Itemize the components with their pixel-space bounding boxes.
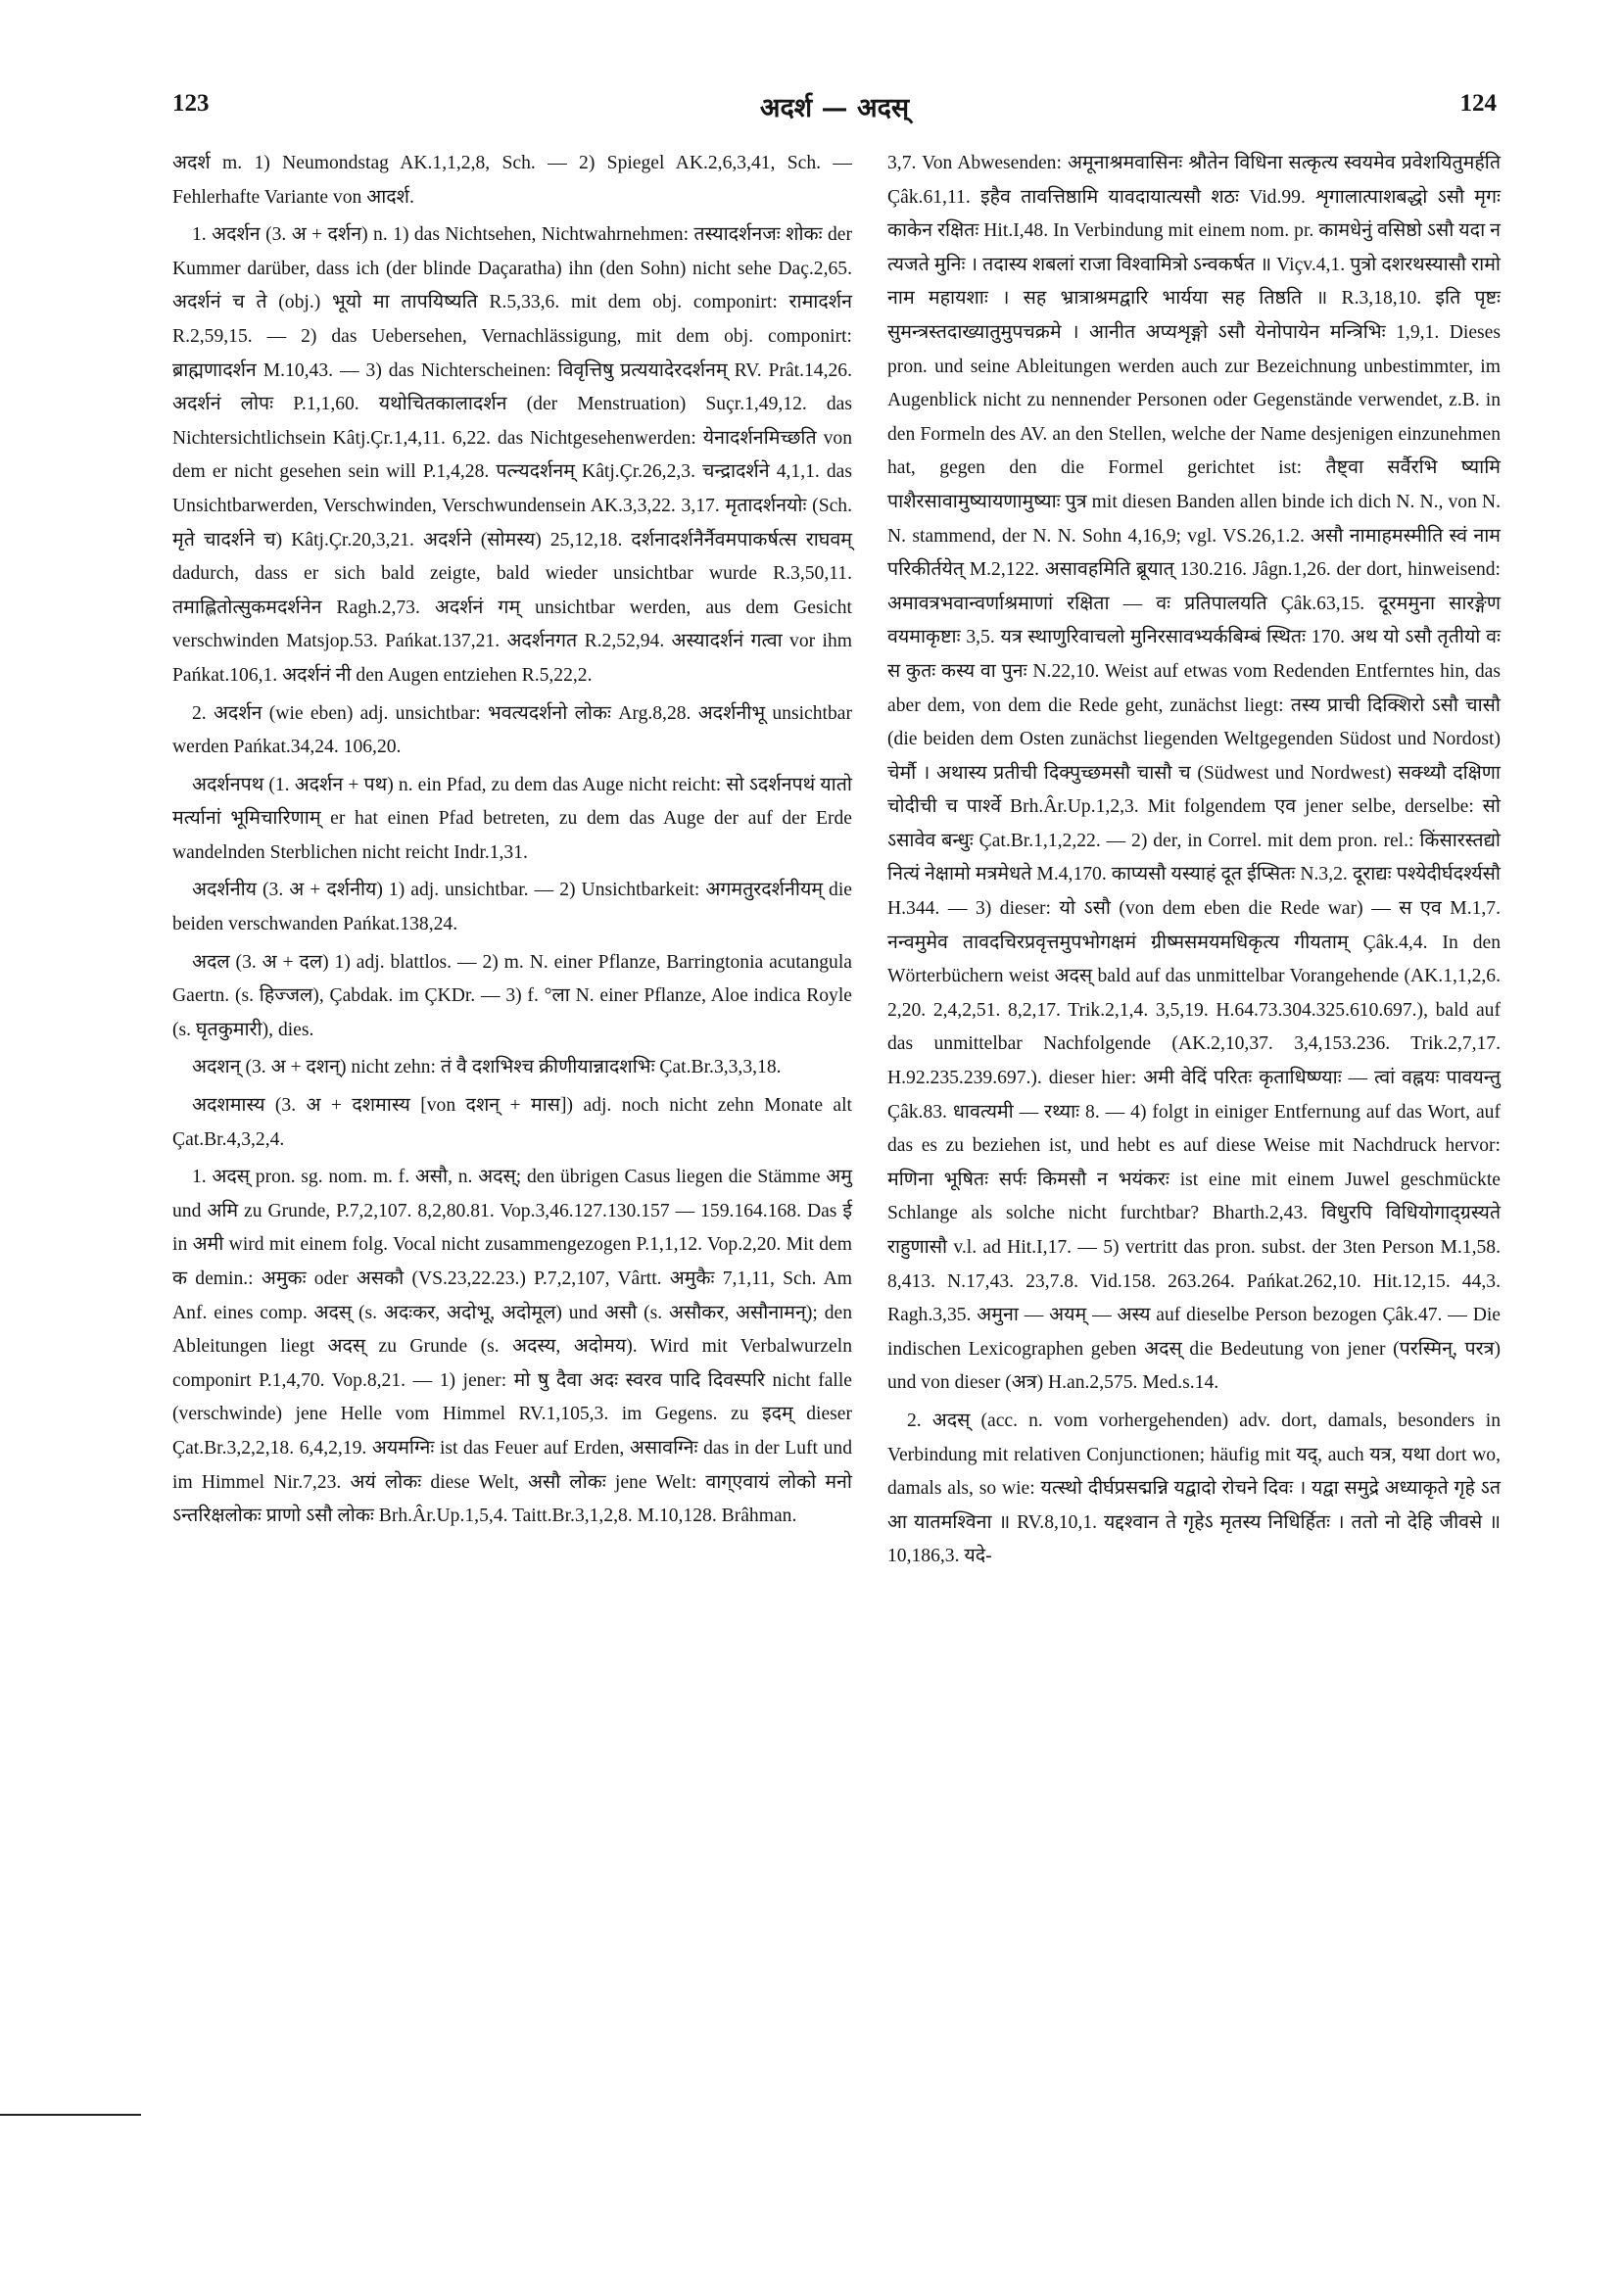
dictionary-entry: अदर्शनपथ (1. अदर्शन + पथ) n. ein Pfad, zu dem das Auge nicht reicht: सो ऽदर्शनपथं यातो मर्त्यानां भूमिचारिणाम् er hat einen Pfad betreten, zu dem das Auge der auf der Erde wandelnden Sterblichen nicht reicht Indr.1,31. — [172, 774, 852, 863]
dictionary-entry: अदर्शनीय (3. अ + दर्शनीय) 1) adj. unsichtbar. — 2) Unsichtbarkeit: अगमतुरदर्शनीयम् die beiden verschwanden Pańkat.138,24. — [172, 880, 852, 935]
dictionary-entry: 1. अदर्शन (3. अ + दर्शन) n. 1) das Nichtsehen, Nichtwahrnehmen: तस्यादर्शनजः शोकः der Kummer darüber, dass ich (der blinde Daçaratha) ihn (den Sohn) nicht sehe Daç.2,65. अदर्शनं च ते (obj.) भूयो मा तापयिष्यति R.5,33,6. mit dem obj. componirt: रामादर्शन R.2,59,15. — 2) das Uebersehen, Vernachlässigung, mit dem obj. componirt: ब्राह्मणादर्शन M.10,43. — 3) das Nichterscheinen: विवृत्तिषु प्रत्ययादेरदर्शनम् RV. Prât.14,26. अदर्शनं लोपः P.1,1,60. यथोचितकालादर्शन (der Menstruation) Suçr.1,49,12. das Nichtersichtlichsein Kâtj.Çr.1,4,11. 6,22. das Nichtgesehenwerden: येनादर्शनमिच्छति von dem er nicht gesehen sein will P.1,4,28. पत्न्यदर्शनम् Kâtj.Çr.26,2,3. चन्द्रादर्शने 4,1,1. das Unsichtbarwerden, Verschwinden, Verschwundensein AK.3,3,22. 3,17. मृतादर्शनयोः (Sch. मृते चादर्शने च) Kâtj.Çr.20,3,21. अदर्शने (सोमस्य) 25,12,18. दर्शनादर्शनैर्नैवमपाकर्षत्स राघवम् dadurch, dass er sich bald zeigte, bald wieder unsichtbar wurde R.3,50,11. तमाह्लितोत्सुकमदर्शनेन Ragh.2,73. अदर्शनं गम् unsichtbar werden, aus dem Gesicht verschwinden Matsjop.53. Pańkat.137,21. अदर्शनगत R.2,52,94. अस्यादर्शनं गत्वा vor ihm Pańkat.106,1. अदर्शनं नी den Augen entziehen R.5,22,2. — [172, 224, 852, 686]
left-column — [172, 147, 852, 1538]
dictionary-entry: अदल (3. अ + दल) 1) adj. blattlos. — 2) m. N. einer Pflanze, Barringtonia acutangula Gaertn. (s. हिज्जल), Çabdak. im ÇKDr. — 3) f. °ला N. einer Pflanze, Aloe indica Royle (s. घृतकुमारी), dies. — [172, 951, 852, 1040]
running-title: अदर्श — अदस् — [759, 93, 910, 123]
dictionary-entry-continued: 3,7. Von Abwesenden: अमूनाश्रमवासिनः श्रौतेन विधिना सत्कृत्य स्वयमेव प्रवेशयितुमर्हति Çâk.61,11. इहैव तावत्तिष्ठामि यावदायात्यसौ शठः Vid.99. शृगालात्पाशबद्धो ऽसौ मृगः काकेन रक्षितः Hit.I,48. In Verbindung mit einem nom. pr. कामधेनुं वसिष्ठो ऽसौ यदा न त्यजते मुनिः । तदास्य शबलां राजा विश्वामित्रो ऽन्वकर्षत ॥ Viçv.4,1. पुत्रो दशरथस्यासौ रामो नाम महायशाः । सह भ्रात्राश्रमद्वारि भार्यया सह तिष्ठति ॥ R.3,18,10. इति पृष्टः सुमन्त्रस्तदाख्यातुमुपचक्रमे । आनीत अप्यशृङ्गो ऽसौ येनोपायेन मन्त्रिभिः 1,9,1. Dieses pron. und seine Ableitungen werden auch zur Bezeichnung unbestimmter, im Augenblick nicht zu nennender Personen oder Gegenstände verwendet, z.B. in den Formeln des AV. an den Stellen, welche der Name desjenigen einzunehmen hat, gegen den die Formel gerichtet ist: तैष्ट्वा सर्वैरभि ष्यामि पाशैरसावामुष्यायणामुष्याः पुत्र mit diesen Banden allen binde ich dich N. N., von N. N. stammend, der N. N. Sohn 4,16,9; vgl. VS.26,1.2. असौ नामाहमस्मीति स्वं नाम परिकीर्तयेत् M.2,122. असावहमिति ब्रूयात् 130.216. Jâgn.1,26. der dort, hinweisend: अमावत्रभवान्वर्णाश्रमाणां रक्षिता — वः प्रतिपालयति Çâk.63,15. दूरममुना सारङ्गेण वयमाकृष्टाः 3,5. यत्र स्थाणुरिवाचलो मुनिरसावभ्यर्कबिम्बं स्थितः 170. अथ यो ऽसौ तृतीयो वः स कुतः कस्य वा पुनः N.22,10. Weist auf etwas vom Redenden Entferntes hin, das aber dem, von dem die Rede geht, zunächst liegt: तस्य प्राची दिक्शिरो ऽसौ चासौ (die beiden dem Osten zunächst liegenden Weltgegenden Südost und Nordost) चेर्मौ । अथास्य प्रतीची दिक्पुच्छमसौ चासौ च (Südwest und Nordwest) सक्थ्यौ दक्षिणा चोदीची च पार्श्वे Brh.Âr.Up.1,2,3. Mit folgendem एव jener selbe, derselbe: सो ऽसावेव बन्धुः Çat.Br.1,1,2,22. — 2) der, in Correl. mit dem pron. rel.: किंसारस्तद्यो नित्यं नेक्षामो मत्रमेधते M.4,170. काप्यसौ यस्याहं दूत ईप्सितः N.3,2. दूराद्यः पश्येदीर्घदर्श्यसौ H.344. — 3) dieser: यो ऽसौ (von dem eben die Rede war) — स एव M.1,7. नन्वमुमेव तावदचिरप्रवृत्तमुपभोगक्षमं ग्रीष्मसमयमधिकृत्य गीयताम् Çâk.4,4. In den Wörterbüchern weist अदस् bald auf das unmittelbar Vorangehende (AK.1,1,2,6. 2,20. 2,4,2,51. 8,2,17. Trik.2,1,4. 3,5,19. H.64.73.304.325.610.697.), bald auf das unmittelbar Nachfolgende (AK.2,10,37. 3,4,153.236. Trik.2,7,17. H.92.235.239.697.). dieser hier: अमी वेदिं परितः कृताधिष्ण्याः — त्वां वह्नयः पावयन्तु Çâk.83. धावत्यमी — रथ्याः 8. — 4) folgt in einiger Entfernung auf das Wort, auf das es zu beziehen ist, und hebt es auf diese Weise mit Nachdruck hervor: मणिना भूषितः सर्पः किमसौ न भयंकरः ist eine mit einem Juwel geschmückte Schlange als solche nicht furchtbar? Bharth.2,43. विधुरपि विधियोगाद्ग्रस्यते राहुणासौ v.l. ad Hit.I,17. — 5) vertritt das pron. subst. der 3ten Person M.1,58. 8,413. N.17,43. 23,7.8. Vid.158. 263.264. Pańkat.262,10. Hit.12,15. 44,3. Ragh.3,35. अमुना — अयम् — अस्य auf dieselbe Person bezogen Çâk.47. — Die indischen Lexicographen geben अदस् die Bedeutung von jener (परस्मिन्, परत्र) und von dieser (अत्र) H.an.2,575. Med.s.14. — [887, 153, 1501, 1394]
dictionary-entry: अदशन् (3. अ + दशन्) nicht zehn: तं वै दशभिश्च क्रीणीयान्नादशभिः Çat.Br.3,3,3,18. — [192, 1057, 782, 1078]
dictionary-entry: 2. अदर्शन (wie eben) adj. unsichtbar: भवत्यदर्शनो लोकः Arg.8,28. अदर्शनीभू unsichtbar werden Pańkat.34,24. 106,20. — [172, 702, 852, 758]
dictionary-entry: अदर्श m. 1) Neumondstag AK.1,1,2,8, Sch. — 2) Spiegel AK.2,6,3,41, Sch. — Fehlerhafte Variante von आदर्श. — [172, 153, 852, 208]
page-number-right: 124 — [1459, 90, 1497, 117]
page-number-left: 123 — [172, 90, 210, 117]
dictionary-entry: 2. अदस् (acc. n. vom vorhergehenden) adv. dort, damals, besonders in Verbindung mit relativen Conjunctionen; häufig mit यद्, auch यत्र, यथा dort wo, damals als, so wie: यत्स्थो दीर्घप्रसद्मन्नि यद्वादो रोचने दिवः । यद्वा समुद्रे अध्याकृते गृहे ऽत आ यातमश्विना ॥ RV.8,10,1. यद्दश्वान ते गृहेऽ मृतस्य निधिर्हितः । ततो नो देहि जीवसे ॥ 10,186,3. यदे- — [887, 1410, 1501, 1567]
right-column — [887, 147, 1501, 1578]
page-header — [172, 90, 1497, 129]
dictionary-entry: 1. अदस् pron. sg. nom. m. f. असौ, n. अदस्; den übrigen Casus liegen die Stämme अमु und अमि zu Grunde, P.7,2,107. 8,2,80.81. Vop.3,46.127.130.157 — 159.164.168. Das ई in अमी wird mit einem folg. Vocal nicht zusammengezogen P.1,1,12. Vop.2,20. Mit dem क demin.: अमुकः oder असकौ (VS.23,22.23.) P.7,2,107, Vârtt. अमुकैः 7,1,11, Sch. Am Anf. eines comp. अदस् (s. अदःकर, अदोभू, अदोमूल) und असौ (s. असौकर, असौनामन्); den Ableitungen liegt अदस् zu Grunde (s. अदस्य, अदोमय). Wird mit Verbalwurzeln componirt P.1,4,70. Vop.8,21. — 1) jener: मो षु दैवा अदः स्वरव पादि दिवस्परि nicht falle (verschwinde) jene Helle vom Himmel RV.1,105,3. im Gegens. zu इदम् dieser Çat.Br.3,2,2,18. 6,4,2,19. अयमग्निः ist das Feuer auf Erden, असावग्निः das in der Luft und im Himmel Nir.7,23. अयं लोकः diese Welt, असौ लोकः jene Welt: वाग्एवायं लोको मनो ऽन्तरिक्षलोकः प्राणो ऽसौ लोकः Brh.Âr.Up.1,5,4. Taitt.Br.3,1,2,8. M.10,128. Brâhman. — [172, 1167, 852, 1527]
dictionary-entry: अदशमास्य (3. अ + दशमास्य [von दशन् + मास]) adj. noch nicht zehn Monate alt Çat.Br.4,3,2,4. — [172, 1095, 852, 1150]
footer-rule — [0, 2114, 141, 2116]
